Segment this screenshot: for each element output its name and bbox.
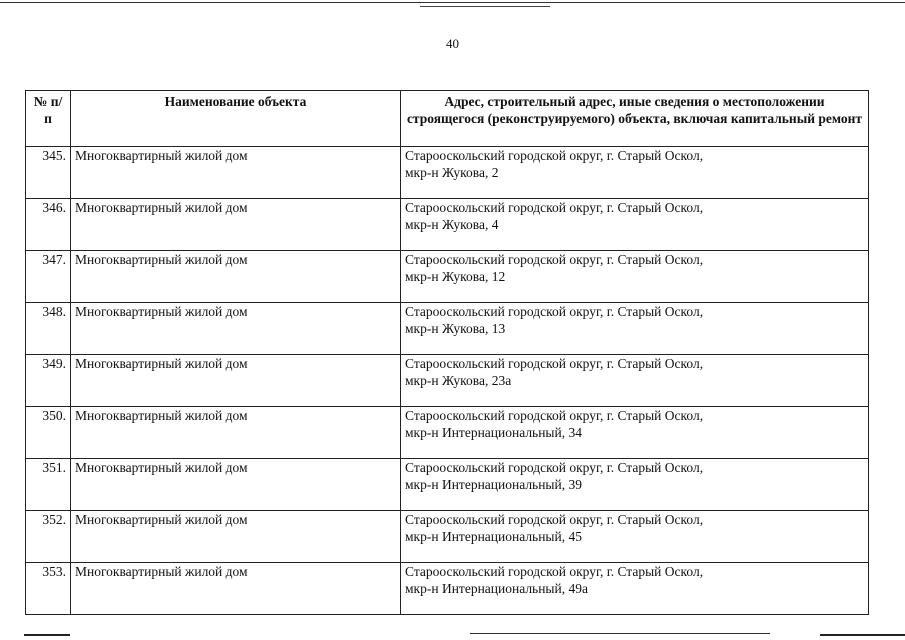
table-row — [26, 199, 869, 251]
row-num: 353. — [26, 563, 71, 615]
row-name: Многоквартирный жилой дом — [71, 251, 401, 303]
row-name: Многоквартирный жилой дом — [71, 407, 401, 459]
row-address-line-2: мкр-н Интернациональный, 34 — [405, 425, 582, 440]
objects-table — [25, 90, 869, 615]
row-address-line-1: Старооскольский городской округ, г. Старый Оскол, — [405, 564, 704, 579]
table-row — [26, 511, 869, 563]
header-num: № п/п — [26, 91, 71, 147]
header-address: Адрес, строительный адрес, иные сведения о местоположении строящегося (реконструируемого) объекта, включая капитальный ремонт — [401, 91, 869, 147]
row-address-line-1: Старооскольский городской округ, г. Старый Оскол, — [405, 512, 704, 527]
row-num: 350. — [26, 407, 71, 459]
scan-edge-top — [0, 2, 905, 3]
row-address-line-2: мкр-н Жукова, 13 — [405, 321, 506, 336]
scan-edge-bottom-right — [820, 634, 905, 636]
row-num: 349. — [26, 355, 71, 407]
row-num: 351. — [26, 459, 71, 511]
header-name: Наименование объекта — [71, 91, 401, 147]
row-address — [401, 355, 869, 407]
row-num: 352. — [26, 511, 71, 563]
row-address — [401, 199, 869, 251]
row-address-line-1: Старооскольский городской округ, г. Старый Оскол, — [405, 460, 704, 475]
table-header-row — [26, 91, 869, 147]
row-address-line-2: мкр-н Интернациональный, 39 — [405, 477, 582, 492]
row-name: Многоквартирный жилой дом — [71, 563, 401, 615]
row-address — [401, 563, 869, 615]
row-address — [401, 459, 869, 511]
row-address — [401, 251, 869, 303]
row-name: Многоквартирный жилой дом — [71, 199, 401, 251]
row-address-line-2: мкр-н Жукова, 4 — [405, 217, 499, 232]
row-name: Многоквартирный жилой дом — [71, 147, 401, 199]
row-num: 345. — [26, 147, 71, 199]
scan-edge-top-fragment — [420, 6, 550, 7]
row-num: 348. — [26, 303, 71, 355]
page-number: 40 — [446, 36, 459, 51]
row-name: Многоквартирный жилой дом — [71, 459, 401, 511]
row-name: Многоквартирный жилой дом — [71, 303, 401, 355]
row-address — [401, 303, 869, 355]
table-row — [26, 355, 869, 407]
row-num: 346. — [26, 199, 71, 251]
table-row — [26, 251, 869, 303]
row-address-line-2: мкр-н Интернациональный, 45 — [405, 529, 582, 544]
row-address-line-1: Старооскольский городской округ, г. Старый Оскол, — [405, 304, 704, 319]
table-row — [26, 459, 869, 511]
row-address-line-2: мкр-н Жукова, 23а — [405, 373, 512, 388]
row-address-line-1: Старооскольский городской округ, г. Старый Оскол, — [405, 356, 704, 371]
table-row — [26, 303, 869, 355]
scan-edge-bottom-middle — [470, 633, 770, 634]
row-address — [401, 407, 869, 459]
scan-edge-bottom-left — [24, 634, 70, 636]
row-name: Многоквартирный жилой дом — [71, 511, 401, 563]
table-row — [26, 147, 869, 199]
row-address — [401, 511, 869, 563]
table-row — [26, 407, 869, 459]
table-row — [26, 563, 869, 615]
row-name: Многоквартирный жилой дом — [71, 355, 401, 407]
row-address-line-2: мкр-н Жукова, 12 — [405, 269, 506, 284]
row-address-line-2: мкр-н Жукова, 2 — [405, 165, 499, 180]
row-num: 347. — [26, 251, 71, 303]
row-address-line-1: Старооскольский городской округ, г. Старый Оскол, — [405, 200, 704, 215]
row-address-line-2: мкр-н Интернациональный, 49а — [405, 581, 588, 596]
row-address-line-1: Старооскольский городской округ, г. Старый Оскол, — [405, 408, 704, 423]
row-address-line-1: Старооскольский городской округ, г. Старый Оскол, — [405, 148, 704, 163]
row-address-line-1: Старооскольский городской округ, г. Старый Оскол, — [405, 252, 704, 267]
row-address — [401, 147, 869, 199]
